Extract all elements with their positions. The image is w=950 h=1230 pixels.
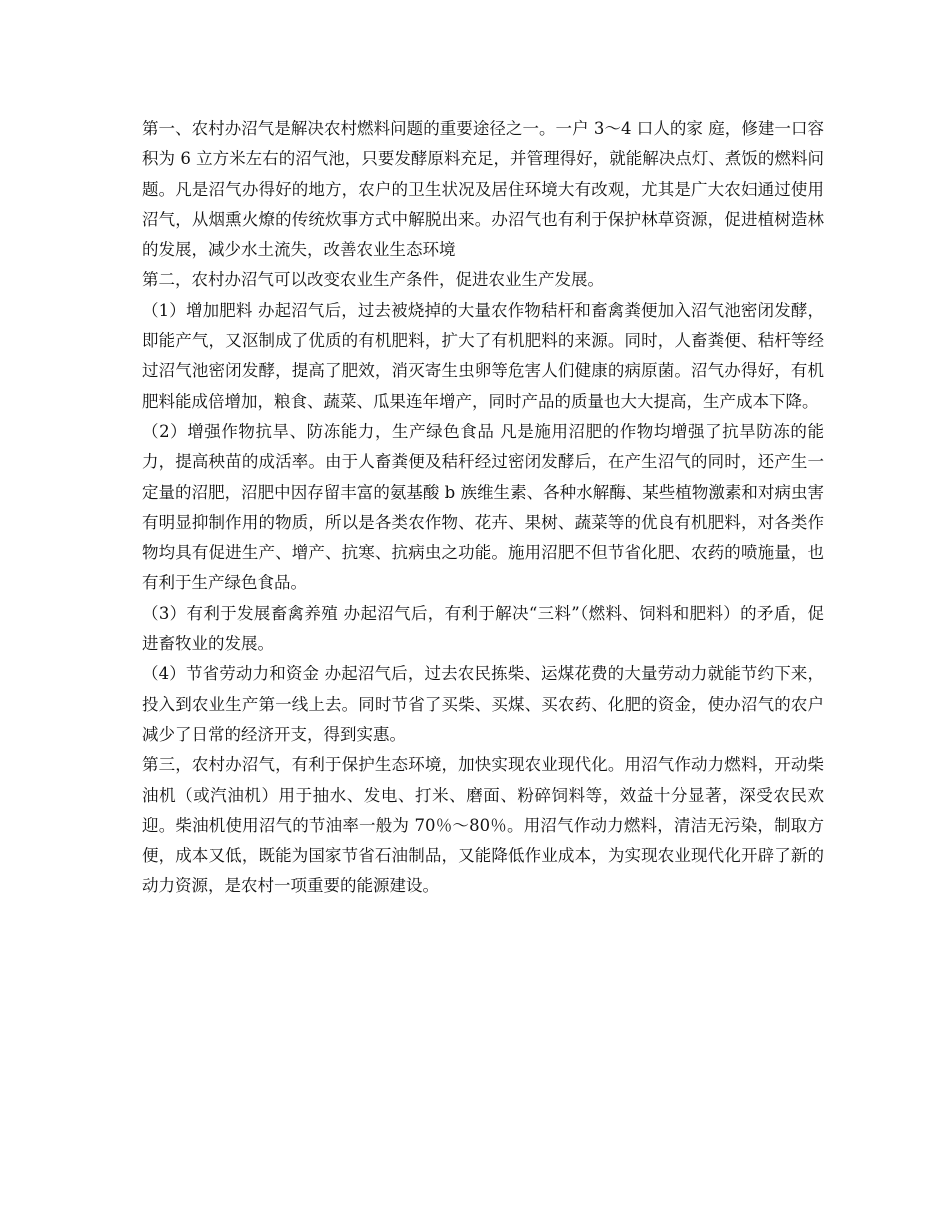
paragraph-drought-frost-resistance: （2）增强作物抗旱、防冻能力，生产绿色食品 凡是施用沼肥的作物均增强了抗旱防冻的能力，提高秧苗的成活率。由于人畜粪便及秸秆经过密闭发酵后，在产生沼气的同时，还产生一定量的沼肥，沼肥中因存留丰富的氨基酸 b 族维生素、各种水解酶、某些植物激素和对病虫害有明显抑制作用的物质，所以是各类农作物、花卉、果树、蔬菜等的优良有机肥料，对各类作物均具有促进生产、增产、抗寒、抗病虫之功能。施用沼肥不但节省化肥、农药的喷施量，也有利于生产绿色食品。 (142, 421, 824, 593)
paragraph-increase-fertilizer: （1）增加肥料 办起沼气后，过去被烧掉的大量农作物秸杆和畜禽粪便加入沼气池密闭发酵，即能产气，又沤制成了优质的有机肥料，扩大了有机肥料的来源。同时，人畜粪便、秸杆等经过沼气池密闭发酵，提高了肥效，消灭寄生虫卵等危害人们健康的病原菌。沼气办得好，有机肥料能成倍增加，粮食、蔬菜、瓜果连年增产，同时产品的质量也大大提高，生产成本下降。 (142, 300, 824, 411)
paragraph-third-point: 第三，农村办沼气，有利于保护生态环境，加快实现农业现代化。用沼气作动力燃料，开动柴油机（或汽油机）用于抽水、发电、打米、磨面、粉碎饲料等，效益十分显著，深受农民欢迎。柴油机使用沼气的节油率一般为 70％～80％。用沼气作动力燃料，清洁无污染，制取方便，成本又低，既能为国家节省石油制品，又能降低作业成本，为实现农业现代化开辟了新的动力资源，是农村一项重要的能源建设。 (142, 755, 824, 896)
paragraph-second-point-heading: 第二，农村办沼气可以改变农业生产条件，促进农业生产发展。 (142, 270, 604, 290)
paragraph-first-point: 第一、农村办沼气是解决农村燃料问题的重要途径之一。一户 3～4 口人的家 庭，修建一口容积为 6 立方米左右的沼气池，只要发酵原料充足，并管理得好，就能解决点灯、煮饭的燃料问题。凡是沼气办得好的地方，农户的卫生状况及居住环境大有改观，尤其是广大农妇通过使用沼气，从烟熏火燎的传统炊事方式中解脱出来。办沼气也有利于保护林草资源，促进植树造林的发展，减少水土流失，改善农业生态环境 (142, 119, 824, 260)
paragraph-livestock-breeding: （3）有利于发展畜禽养殖 办起沼气后，有利于解决“三料”（燃料、饲料和肥料）的矛盾，促进畜牧业的发展。 (142, 603, 824, 654)
paragraph-save-labor-capital: （4）节省劳动力和资金 办起沼气后，过去农民拣柴、运煤花费的大量劳动力就能节约下来，投入到农业生产第一线上去。同时节省了买柴、买煤、买农药、化肥的资金，使办沼气的农户减少了日常的经济开支，得到实惠。 (142, 664, 824, 744)
document-body (142, 114, 824, 902)
